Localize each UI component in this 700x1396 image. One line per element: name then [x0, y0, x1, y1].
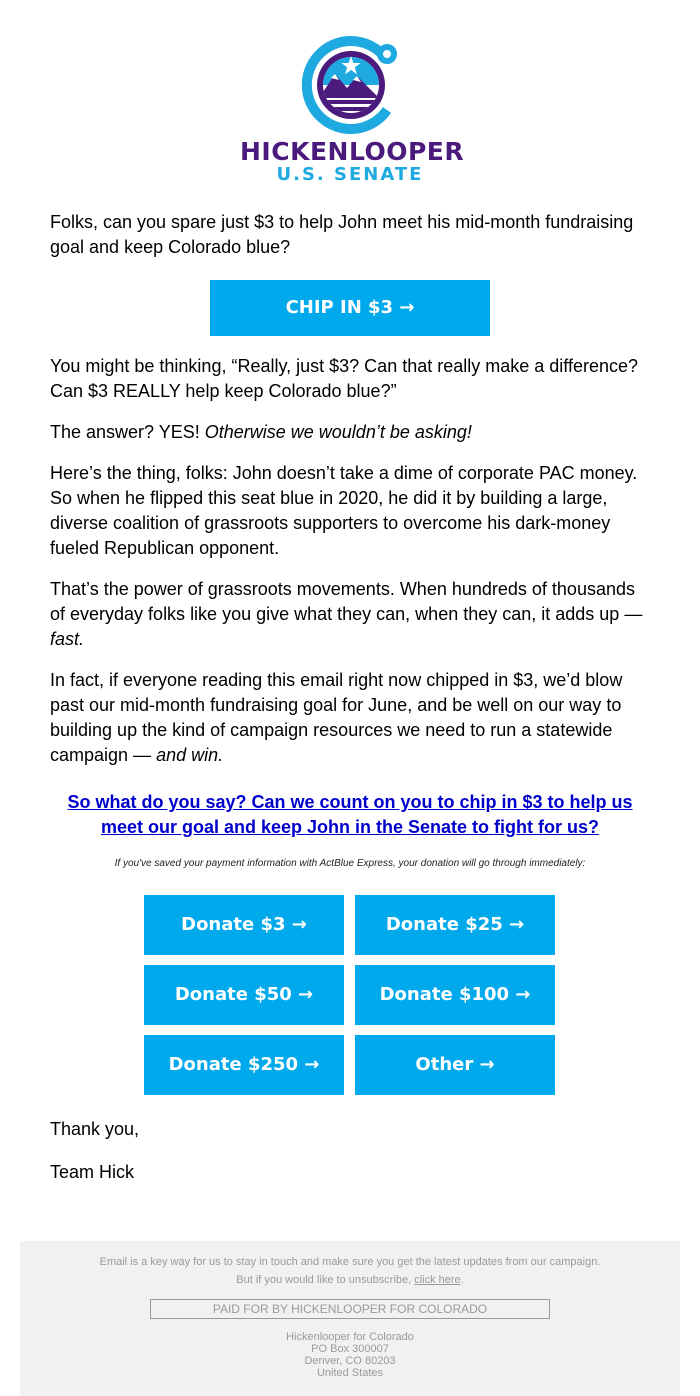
mailing-address — [20, 1331, 680, 1379]
footer-message — [90, 1253, 610, 1289]
donate-100-button[interactable]: Donate $100 → — [355, 965, 555, 1025]
paragraph-5-text: In fact, if everyone reading this email right now chipped in $3, we’d blow past our mid-month fundraising goal for June, and be well on our way to building up the kind of campaign resources we need to run a statewide campaign — — [50, 670, 623, 765]
donate-button-grid — [144, 895, 556, 1095]
paragraph-2-text: The answer? YES! — [50, 422, 205, 442]
logo-subtitle: U.S. SENATE — [276, 164, 424, 185]
chip-in-button[interactable]: CHIP IN $3 → — [210, 280, 490, 336]
donate-50-button[interactable]: Donate $50 → — [144, 965, 344, 1025]
signoff-team: Team Hick — [50, 1162, 135, 1182]
logo-name: HICKENLOOPER — [240, 137, 465, 166]
cta-link[interactable]: So what do you say? Can we count on you to chip in $3 to help us meet our goal and keep John in the Senate to fight for us? — [67, 792, 633, 837]
address-line: United States — [316, 1367, 384, 1379]
paid-for-disclaimer: PAID FOR BY HICKENLOOPER FOR COLORADO — [150, 1299, 550, 1319]
paragraph-4 — [50, 577, 650, 652]
footer-period: . — [460, 1274, 464, 1286]
address-line: PO Box 300007 — [311, 1343, 389, 1355]
footer-message-text: Email is a key way for us to stay in touch and make sure you get the latest updates from our campaign. But if you would like to unsubscribe, — [99, 1256, 601, 1286]
address-line: Hickenlooper for Colorado — [286, 1331, 414, 1343]
paragraph-5-emphasis: and win. — [156, 745, 224, 765]
paragraph-4-emphasis: fast. — [50, 629, 85, 649]
paragraph-2-emphasis: Otherwise we wouldn’t be asking! — [204, 422, 472, 442]
paragraph-3: Here’s the thing, folks: John doesn’t take a dime of corporate PAC money. So when he flipped this seat blue in 2020, he did it by building a large, diverse coalition of grassroots supporters to overcome his dark-money fueled Republican opponent. — [50, 463, 638, 558]
donate-250-button[interactable]: Donate $250 → — [144, 1035, 344, 1095]
donate-3-button[interactable]: Donate $3 → — [144, 895, 344, 955]
paragraph-2 — [50, 420, 650, 445]
footer — [20, 1241, 680, 1396]
unsubscribe-link[interactable]: click here — [414, 1274, 461, 1286]
donate-25-button[interactable]: Donate $25 → — [355, 895, 555, 955]
address-line: Denver, CO 80203 — [304, 1355, 396, 1367]
intro-paragraph: Folks, can you spare just $3 to help John meet his mid-month fundraising goal and keep Colorado blue? — [50, 212, 634, 257]
actblue-express-note: If you've saved your payment information with ActBlue Express, your donation will go through immediately: — [114, 858, 586, 869]
paragraph-5 — [50, 668, 650, 768]
donate-other-button[interactable]: Other → — [355, 1035, 555, 1095]
campaign-logo — [240, 30, 465, 190]
paragraph-4-text: That’s the power of grassroots movements. When hundreds of thousands of everyday folks like you give what they can, when they can, it adds up — — [50, 579, 643, 624]
logo-emblem-icon — [295, 30, 405, 140]
signoff-thanks: Thank you, — [50, 1119, 140, 1139]
email-body — [50, 210, 650, 1185]
paragraph-1: You might be thinking, “Really, just $3? Can that really make a difference? Can $3 REALLY help keep Colorado blue?” — [50, 356, 639, 401]
